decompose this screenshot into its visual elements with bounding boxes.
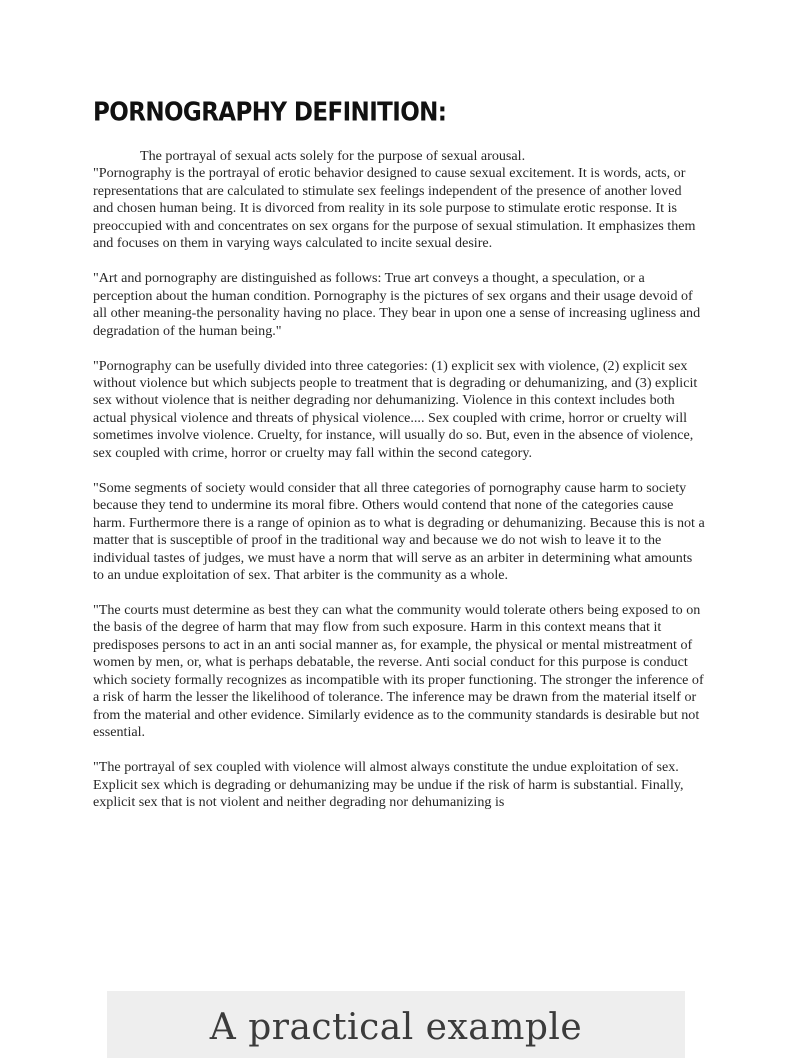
- document-body: [93, 148, 705, 829]
- paragraph-2: "Art and pornography are distinguished as follows: True art conveys a thought, a speculation, or a perception about the human condition. Pornography is the pictures of sex organs and their usage devoid of all other meaning-the personality having no place. They bear in upon one a sense of increasing ugliness and degradation of the human being.": [93, 270, 701, 339]
- paragraph-6: "The portrayal of sex coupled with violence will almost always constitute the undue exploitation of sex. Explicit sex which is degrading or dehumanizing may be undue if the risk of harm is substantial. Finally, explicit sex that is not violent and neither degrading nor dehumanizing is: [93, 759, 684, 810]
- caption-text: A practical example: [209, 1007, 583, 1048]
- caption-banner: [107, 991, 685, 1058]
- paragraph-3: "Pornography can be usefully divided into three categories: (1) explicit sex with violence, (2) explicit sex without violence but which subjects people to treatment that is degrading or dehumanizing, and (3) explicit sex without violence that is neither degrading nor dehumanizing. Violence in this context includes both actual physical violence and threats of physical violence.... Sex coupled with crime, horror or cruelty will sometimes involve violence. Cruelty, for instance, will usually do so. But, even in the absence of violence, sex coupled with crime, horror or cruelty may fall within the second category.: [93, 357, 698, 461]
- intro-line: The portrayal of sexual acts solely for the purpose of sexual arousal.: [140, 148, 526, 164]
- paragraph-5: "The courts must determine as best they can what the community would tolerate others being exposed to on the basis of the degree of harm that may flow from such exposure. Harm in this context means that it predisposes persons to act in an anti social manner as, for example, the physical or mental mistreatment of women by men, or, what is perhaps debatable, the reverse. Anti social conduct for this purpose is conduct which society formally recognizes as incompatible with its proper functioning. The stronger the inference of a risk of harm the lesser the likelihood of tolerance. The inference may be drawn from the material itself or from the material and other evidence. Similarly evidence as to the community standards is desirable but not essential.: [93, 601, 704, 741]
- paragraph-1: [93, 148, 705, 253]
- paragraph-4: "Some segments of society would consider that all three categories of pornography cause harm to society because they tend to undermine its moral fibre. Others would contend that none of the categories cause harm. Furthermore there is a range of opinion as to what is degrading or dehumanizing. Because this is not a matter that is susceptible of proof in the traditional way and because we do not wish to leave it to the individual tastes of judges, we must have a norm that will serve as an arbiter in determining what amounts to an undue exploitation of sex. That arbiter is the community as a whole.: [93, 479, 705, 584]
- document-title: PORNOGRAPHY DEFINITION:: [93, 98, 447, 128]
- paragraph-1-text: "Pornography is the portrayal of erotic behavior designed to cause sexual excitement. It is words, acts, or representations that are calculated to stimulate sex feelings independent of the presence of another loved and chosen human being. It is divorced from reality in its sole purpose to stimulate erotic response. It is preoccupied with and concentrates on sex organs for the purpose of sexual stimulation. It emphasizes them and focuses on them in varying ways calculated to incite sexual desire.: [93, 165, 696, 252]
